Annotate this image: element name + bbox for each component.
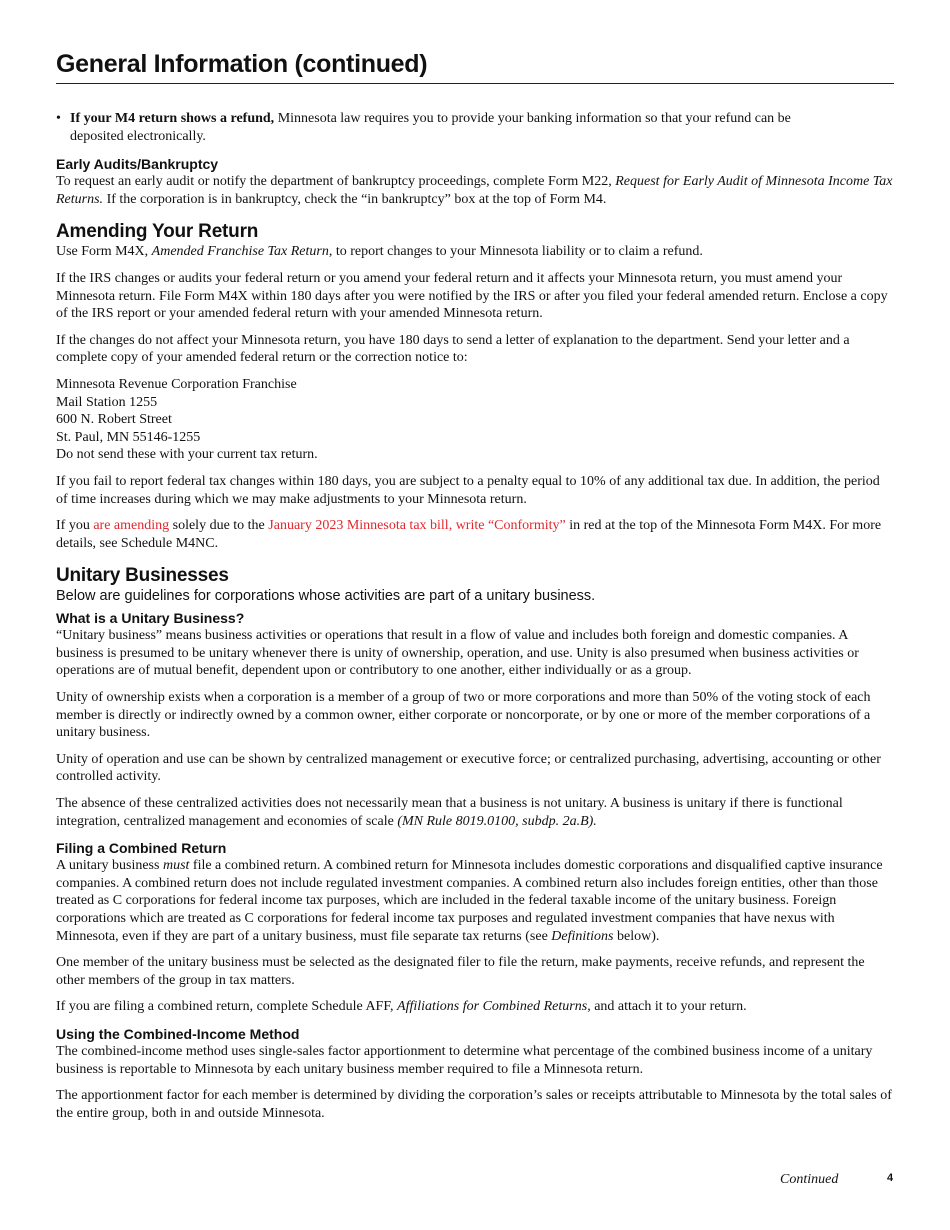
address-note: Do not send these with your current tax return. [56, 447, 318, 463]
unitary-intro: Below are guidelines for corporations whose activities are part of a unitary business. [56, 588, 596, 605]
amending-paragraph-3: If the changes do not affect your Minnesota return, you have 180 days to send a letter of explanation to the department. Send your letter and a complete copy of your amended federal return or the correction notice to: [56, 332, 850, 366]
unitary-paragraph-4: The absence of these centralized activities does not necessarily mean that a business is not unitary. A business is unitary if there is functional integration, centralized management and economies of scale (MN Rule 8019.0100, subdp. 2a.B). [56, 796, 843, 829]
early-audits-paragraph: To request an early audit or notify the department of bankruptcy proceedings, complete Form M22, Request for Early Audit of Minnesota Income Tax Returns. If the corporation is in bankruptcy, check the “in bankruptcy” box at the top of Form M4. [56, 174, 893, 207]
unitary-paragraph-3: Unity of operation and use can be shown by centralized management or executive force; or centralized purchasing, advertising, accounting or other controlled activity. [56, 751, 881, 785]
page-content [56, 50, 894, 1122]
filing-paragraph-1: A unitary business must file a combined return. A combined return for Minnesota includes domestic corporations and disqualified captive insurance companies. A combined return does not include regulated investment companies. A combined return also includes foreign entities, other than those treated as C corporations for federal income tax purposes, which are included in the federal taxable income of the unitary business. Foreign corporations which are treated as C corporations for federal income tax purposes and regulated investment companies that have nexus with Minnesota, even if they are part of a unitary business, must file separate tax returns (see Definitions below). [56, 858, 883, 944]
refund-bullet-bold: If your M4 return shows a refund, [70, 111, 275, 126]
filing-paragraph-3: If you are filing a combined return, complete Schedule AFF, Affiliations for Combined Returns, and attach it to your return. [56, 999, 747, 1015]
continued-label: Continued [780, 1172, 839, 1187]
method-paragraph-2: The apportionment factor for each member is determined by dividing the corporation’s sales or receipts attributable to Minnesota by the total sales of the entire group, both in and outside Minnesota. [56, 1088, 892, 1121]
refund-bullet [56, 110, 894, 145]
page-number: 4 [887, 1172, 894, 1184]
early-audits-heading: Early Audits/Bankruptcy [56, 156, 219, 173]
address-line: Mail Station 1255 [56, 394, 158, 410]
amending-heading: Amending Your Return [56, 221, 259, 243]
amending-paragraph-4: If you fail to report federal tax changes within 180 days, you are subject to a penalty equal to 10% of any additional tax due. In addition, the period of time increases during which we may make adjustments to your Minnesota return. [56, 473, 880, 507]
unitary-paragraph-1: “Unitary business” means business activities or operations that result in a flow of value and includes both foreign and domestic companies. A business is presumed to be unitary whenever there is unity of ownership, operation, and use. Unity is also presumed when business activities or operations are of mutual benefit, dependent upon or contributory to one another, either individually or as a group. [56, 628, 859, 679]
address-line: Minnesota Revenue Corporation Franchise [56, 376, 297, 392]
unitary-heading: Unitary Businesses [56, 565, 229, 587]
amending-paragraph-5: If you are amending solely due to the January 2023 Minnesota tax bill, write “Conformity” in red at the top of the Minnesota Form M4X. For more details, see Schedule M4NC. [56, 518, 882, 551]
mailing-address [56, 376, 894, 464]
method-paragraph-1: The combined-income method uses single-sales factor apportionment to determine what percentage of the combined business income of a unitary business is reportable to Minnesota by each unitary business member required to file a Minnesota return. [56, 1043, 873, 1077]
unitary-paragraph-2: Unity of ownership exists when a corporation is a member of a group of two or more corporations and more than 50% of the voting stock of each member is directly or indirectly owned by a common owner, either corporate or noncorporate, or by one or more of the member corporations of a unitary business. [56, 690, 871, 741]
amending-paragraph-1: Use Form M4X, Amended Franchise Tax Return, to report changes to your Minnesota liability or to claim a refund. [56, 244, 703, 260]
red-text: January 2023 Minnesota tax bill, write “Conformity” [268, 518, 566, 534]
page-title: General Information (continued) [56, 50, 894, 84]
what-is-unitary-heading: What is a Unitary Business? [56, 610, 245, 627]
refund-bullet-text: Minnesota law requires you to provide your banking information so that your refund can be deposited electronically. [70, 111, 791, 144]
filing-paragraph-2: One member of the unitary business must be selected as the designated filer to file the return, make payments, receive refunds, and represent the other members of the group in tax matters. [56, 955, 865, 988]
red-text: are amending [93, 518, 170, 534]
amending-paragraph-2: If the IRS changes or audits your federal return or you amend your federal return and it affects your Minnesota return, you must amend your Minnesota return. File Form M4X within 180 days after you were notified by the IRS or after you filed your federal amended return. Enclose a copy of the IRS report or your amended federal return with your amended Minnesota return. [56, 270, 888, 322]
filing-combined-heading: Filing a Combined Return [56, 840, 227, 857]
combined-income-heading: Using the Combined-Income Method [56, 1025, 300, 1042]
bullet-dot: • [56, 111, 61, 126]
address-line: 600 N. Robert Street [56, 412, 172, 428]
address-line: St. Paul, MN 55146-1255 [56, 429, 201, 445]
